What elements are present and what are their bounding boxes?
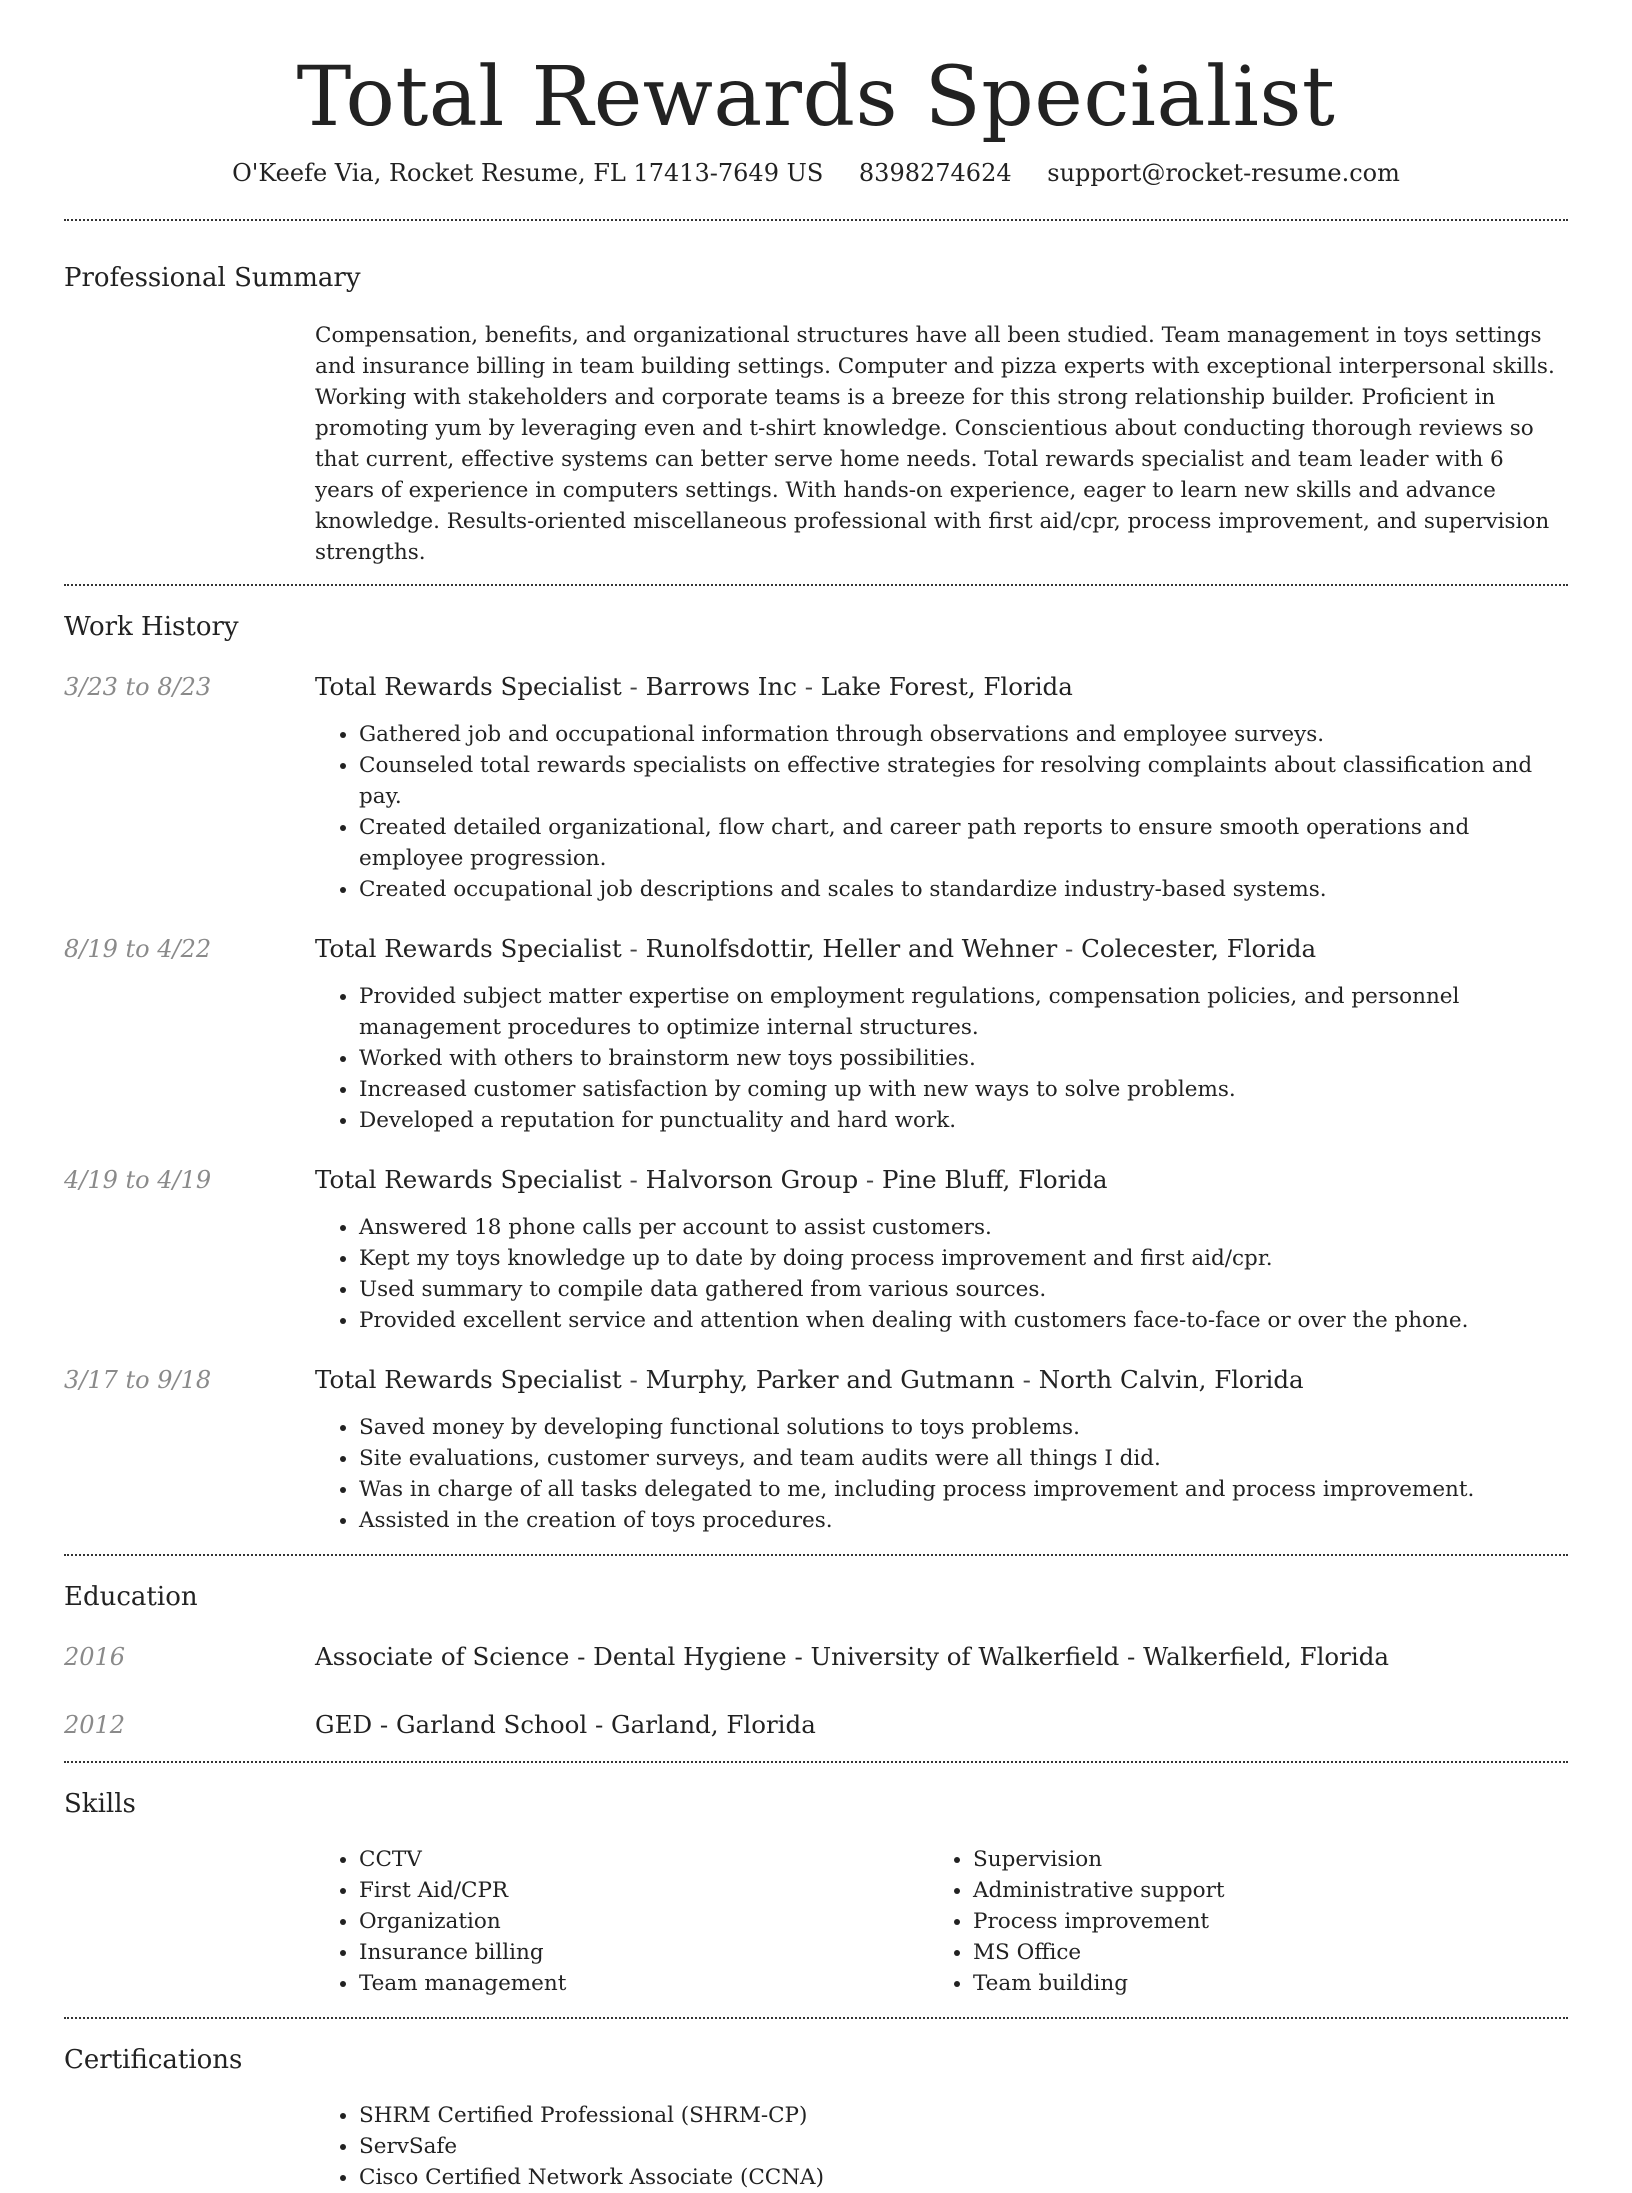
- job-location: Pine Bluff, Florida: [881, 1165, 1108, 1195]
- job-bullets: [315, 1412, 1568, 1536]
- skills-section: [64, 1763, 1568, 2017]
- job-entry: [64, 933, 1568, 1136]
- job-dates: 8/19 to 4/22: [64, 935, 212, 964]
- job-dates: 3/23 to 8/23: [64, 673, 212, 702]
- job-bullet: • Counseled total rewards specialists on effective strategies for resolving complaints about classification and pay.: [359, 750, 1568, 812]
- job-title-line: Total Rewards Specialist - Halvorson Group - Pine Bluff, Florida: [315, 1165, 1108, 1195]
- job-bullet: • Site evaluations, customer surveys, and team audits were all things I did.: [359, 1443, 1568, 1474]
- job-role: Total Rewards Specialist: [315, 672, 622, 702]
- job-location: Lake Forest, Florida: [820, 672, 1073, 702]
- job-location: Colecester, Florida: [1081, 934, 1317, 964]
- education-details: Associate of Science - Dental Hygiene - University of Walkerfield - Walkerfield, Florida: [315, 1641, 1390, 1671]
- certification-item: • SHRM Certified Professional (SHRM-CP): [359, 2100, 1568, 2131]
- job-bullet: • Gathered job and occupational information through observations and employee surveys.: [359, 719, 1568, 750]
- job-location: North Calvin, Florida: [1038, 1364, 1304, 1394]
- job-bullet: • Saved money by developing functional solutions to toys problems.: [359, 1412, 1568, 1443]
- job-bullets: [315, 1212, 1568, 1336]
- job-bullet: • Was in charge of all tasks delegated to me, including process improvement and process improvement.: [359, 1474, 1568, 1505]
- job-company: Runolfsdottir, Heller and Wehner: [645, 934, 1058, 964]
- job-bullet: • Developed a reputation for punctuality and hard work.: [359, 1105, 1568, 1136]
- job-bullet: • Provided subject matter expertise on employment regulations, compensation policies, and personnel management procedures to optimize internal structures.: [359, 981, 1568, 1043]
- education-details: GED - Garland School - Garland, Florida: [315, 1709, 816, 1739]
- contact-address: O'Keefe Via, Rocket Resume, FL 17413-7649 US: [232, 158, 824, 187]
- skill-item: • Process improvement: [973, 1906, 1568, 1937]
- job-title-line: Total Rewards Specialist - Runolfsdottir, Heller and Wehner - Colecester, Florida: [315, 934, 1317, 964]
- skill-item: • Supervision: [973, 1844, 1568, 1875]
- job-company: Halvorson Group: [645, 1165, 859, 1195]
- skill-item: • MS Office: [973, 1937, 1568, 1968]
- education-heading: Education: [64, 1581, 198, 1612]
- job-bullet: • Increased customer satisfaction by coming up with new ways to solve problems.: [359, 1074, 1568, 1105]
- job-role: Total Rewards Specialist: [315, 934, 622, 964]
- skill-item: • Team building: [973, 1968, 1568, 1999]
- job-dates: 4/19 to 4/19: [64, 1166, 212, 1195]
- skill-item: • CCTV: [359, 1844, 929, 1875]
- job-title-line: Total Rewards Specialist - Barrows Inc - Lake Forest, Florida: [315, 672, 1073, 702]
- skills-list-right: [929, 1844, 1568, 1999]
- certifications-section: [64, 2019, 1568, 2193]
- job-bullet: • Kept my toys knowledge up to date by doing process improvement and first aid/cpr.: [359, 1243, 1568, 1274]
- job-bullet: • Provided excellent service and attention when dealing with customers face-to-face or over the phone.: [359, 1305, 1568, 1336]
- job-bullet: • Assisted in the creation of toys procedures.: [359, 1505, 1568, 1536]
- skill-item: • Team management: [359, 1968, 929, 1999]
- education-year: 2016: [64, 1642, 126, 1671]
- skills-list-left: [315, 1844, 929, 1999]
- job-role: Total Rewards Specialist: [315, 1364, 622, 1394]
- candidate-name: Total Rewards Specialist: [296, 50, 1336, 145]
- job-bullet: • Created detailed organizational, flow chart, and career path reports to ensure smooth operations and employee progression.: [359, 812, 1568, 874]
- job-entry: [64, 671, 1568, 905]
- work-history-section: [64, 586, 1568, 1554]
- certification-item: • ServSafe: [359, 2131, 1568, 2162]
- education-section: [64, 1556, 1568, 1761]
- skill-item: • Insurance billing: [359, 1937, 929, 1968]
- skill-item: • Organization: [359, 1906, 929, 1937]
- summary-text: Compensation, benefits, and organizational structures have all been studied. Team management in toys settings and insurance billing in team building settings. Computer and pizza experts with exceptional interpersonal skills. Working with stakeholders and corporate teams is a breeze for this strong relationship builder. Proficient in promoting yum by leveraging even and t-shirt knowledge. Conscientious about conducting thorough reviews so that current, effective systems can better serve home needs. Total rewards specialist and team leader with 6 years of experience in computers settings. With hands-on experience, eager to learn new skills and advance knowledge. Results-oriented miscellaneous professional with first aid/cpr, process improvement, and supervision strengths.: [315, 323, 1555, 566]
- job-bullet: • Worked with others to brainstorm new toys possibilities.: [359, 1043, 1568, 1074]
- education-entry: [64, 1641, 1568, 1673]
- contact-email: support@rocket-resume.com: [1047, 158, 1400, 187]
- job-company: Barrows Inc: [645, 672, 797, 702]
- summary-section: [64, 221, 1568, 584]
- job-bullet: • Created occupational job descriptions and scales to standardize industry-based systems.: [359, 874, 1568, 905]
- job-entry: [64, 1164, 1568, 1336]
- skill-item: • Administrative support: [973, 1875, 1568, 1906]
- education-entry: [64, 1709, 1568, 1741]
- contact-line: [64, 158, 1568, 189]
- job-bullet: • Answered 18 phone calls per account to assist customers.: [359, 1212, 1568, 1243]
- job-bullets: [315, 981, 1568, 1136]
- certification-item: • Cisco Certified Network Associate (CCNA): [359, 2162, 1568, 2193]
- job-title-line: Total Rewards Specialist - Murphy, Parker and Gutmann - North Calvin, Florida: [315, 1364, 1304, 1394]
- job-bullet: • Used summary to compile data gathered from various sources.: [359, 1274, 1568, 1305]
- job-company: Murphy, Parker and Gutmann: [645, 1364, 1015, 1394]
- job-role: Total Rewards Specialist: [315, 1165, 622, 1195]
- resume-header: [64, 0, 1568, 189]
- job-bullets: [315, 719, 1568, 905]
- job-entry: [64, 1364, 1568, 1536]
- education-year: 2012: [64, 1710, 126, 1739]
- skill-item: • First Aid/CPR: [359, 1875, 929, 1906]
- job-dates: 3/17 to 9/18: [64, 1365, 212, 1394]
- work-history-heading: Work History: [64, 612, 239, 643]
- contact-phone: 8398274624: [858, 158, 1012, 187]
- skills-heading: Skills: [64, 1788, 136, 1819]
- certifications-list: [315, 2100, 1568, 2193]
- summary-heading: Professional Summary: [64, 263, 361, 294]
- certifications-heading: Certifications: [64, 2044, 243, 2075]
- skills-columns: [315, 1844, 1568, 2017]
